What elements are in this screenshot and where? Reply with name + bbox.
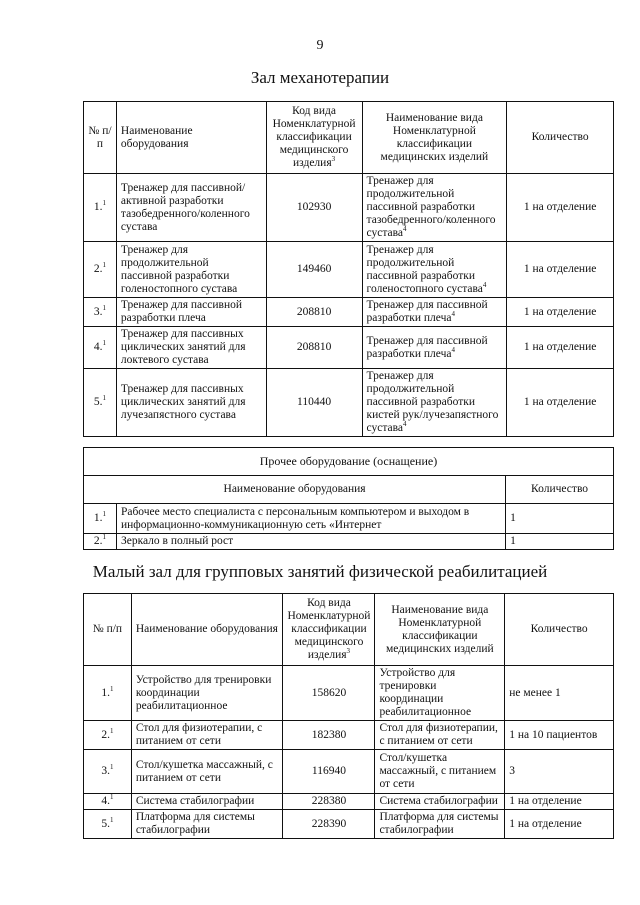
row-qty: 1 на отделение [507,327,614,369]
table-header-row [84,102,614,174]
row-kind [362,327,507,369]
row-code: 158620 [283,666,375,721]
row-kind [362,174,507,242]
row-qty: 1 [506,504,614,534]
header-code-footnote: 3 [346,647,351,656]
row-name: Система стабилографии [131,794,283,810]
row-kind-footnote: 4 [451,345,455,354]
row-name: Платформа для системы стабилографии [131,810,283,839]
row-qty: 1 на отделение [507,242,614,298]
row-qty: 1 [506,534,614,550]
header-num: № п/п [84,594,132,666]
table-row [84,504,614,534]
row-num [84,666,132,721]
table-row [84,298,614,327]
row-code: 149460 [266,242,362,298]
row-name: Зеркало в полный рост [116,534,505,550]
row-num-text: 3. [93,305,103,318]
row-qty: 1 на 10 пациентов [505,721,614,750]
row-footnote: 1 [102,510,107,519]
section-title-group-rehab: Малый зал для групповых занятий физической реабилитацией [92,562,548,581]
header-code-footnote: 3 [331,155,336,164]
row-kind-footnote: 4 [403,420,407,429]
table-row [84,666,614,721]
row-footnote: 1 [109,793,114,802]
table-row [84,534,614,550]
row-kind: Платформа для системы стабилографии [375,810,505,839]
row-name: Тренажер для пассивных циклических занятий для лучезапястного сустава [116,369,266,437]
row-num-text: 4. [101,795,110,807]
table-row [84,810,614,839]
row-name: Тренажер для пассивной/активной разработки тазобедренного/коленного сустава [116,174,266,242]
row-num [84,369,117,437]
row-kind-text: Тренажер для пассивной разработки плеча [366,299,488,324]
row-footnote: 1 [102,394,107,403]
page-number: 9 [316,38,324,53]
row-qty: 1 на отделение [505,794,614,810]
other-title-row [84,448,614,476]
table-row [84,721,614,750]
row-num-text: 1. [101,686,110,699]
row-num [84,794,132,810]
header-kind: Наименование вида Номенклатурной классификации медицинских изделий [375,594,505,666]
row-kind: Стол для физиотерапии, с питанием от сети [375,721,505,750]
table-row [84,794,614,810]
row-name: Рабочее место специалиста с персональным компьютером и выходом в информационно-коммуникационную сеть «Интернет [116,504,505,534]
row-kind: Система стабилографии [375,794,505,810]
header-code [283,594,375,666]
row-kind: Устройство для тренировки координации реабилитационное [375,666,505,721]
row-num [84,504,117,534]
row-footnote: 1 [102,339,107,348]
row-qty: 1 на отделение [507,174,614,242]
row-footnote: 1 [109,726,114,735]
row-footnote: 1 [102,533,107,542]
row-num-text: 5. [101,817,110,830]
row-name: Стол для физиотерапии, с питанием от сети [131,721,283,750]
section-title-mechanotherapy: Зал механотерапии [250,68,390,87]
row-num [84,327,117,369]
row-num [84,534,117,550]
row-code: 102930 [266,174,362,242]
row-kind-footnote: 4 [482,280,487,289]
row-footnote: 1 [102,261,107,270]
row-footnote: 1 [102,303,107,312]
table-header-row [84,476,614,504]
header-name: Наименование оборудования [84,476,506,504]
row-code: 228390 [283,810,375,839]
row-name: Тренажер для продолжительной пассивной разработки голеностопного сустава [116,242,266,298]
mechanotherapy-table [83,101,614,437]
row-num [84,174,117,242]
row-kind-text: Тренажер для продолжительной пассивной разработки голеностопного сустава [366,243,483,295]
table-row [84,174,614,242]
row-kind [362,298,507,327]
row-qty: 1 на отделение [507,298,614,327]
group-rehab-table [83,593,614,839]
row-qty: 1 на отделение [505,810,614,839]
row-footnote: 1 [102,199,107,208]
header-name: Наименование оборудования [131,594,283,666]
row-qty: 3 [505,750,614,794]
row-footnote: 1 [109,815,114,824]
row-num-text: 2. [93,263,103,275]
table-row [84,242,614,298]
row-code: 208810 [266,298,362,327]
row-kind: Стол/кушетка массажный, с питанием от сети [375,750,505,794]
row-num-text: 5. [93,396,103,408]
header-qty: Количество [507,102,614,174]
row-num-text: 1. [93,512,103,524]
row-code: 110440 [266,369,362,437]
row-code: 116940 [283,750,375,794]
table-row [84,369,614,437]
row-num [84,721,132,750]
table-row [84,327,614,369]
table-header-row [84,594,614,666]
row-num [84,242,117,298]
row-name: Устройство для тренировки координации реабилитационное [131,666,283,721]
row-num [84,750,132,794]
row-kind-text: Тренажер для пассивной разработки плеча [366,334,488,360]
header-qty: Количество [506,476,614,504]
row-num-text: 2. [93,535,103,547]
table-row [84,750,614,794]
row-num [84,810,132,839]
row-kind [362,369,507,437]
other-equipment-table [83,447,614,550]
other-title: Прочее оборудование (оснащение) [84,448,614,476]
row-kind-text: Тренажер для продолжительной пассивной разработки кистей рук/лучезапястного сустава [366,370,499,434]
row-footnote: 1 [109,763,114,772]
row-code: 208810 [266,327,362,369]
header-code-text: Код вида Номенклатурной классификации медицинского изделия [287,597,371,661]
row-num-text: 4. [93,341,103,353]
row-name: Стол/кушетка массажный, с питанием от сети [131,750,283,794]
row-kind-text: Тренажер для продолжительной пассивной разработки тазобедренного/коленного сустава [366,175,496,239]
row-name: Тренажер для пассивной разработки плеча [116,298,266,327]
header-code [266,102,362,174]
header-num: № п/п [84,102,117,174]
row-qty: 1 на отделение [507,369,614,437]
header-code-text: Код вида Номенклатурной классификации медицинского изделия [272,105,356,169]
row-qty: не менее 1 [505,666,614,721]
row-num-text: 3. [101,765,110,777]
row-num [84,298,117,327]
header-qty: Количество [505,594,614,666]
row-code: 182380 [283,721,375,750]
header-name: Наименование оборудования [116,102,266,174]
row-num-text: 2. [101,728,110,741]
row-kind [362,242,507,298]
header-kind: Наименование вида Номенклатурной классификации медицинских изделий [362,102,507,174]
row-kind-footnote: 4 [451,310,455,319]
row-footnote: 1 [109,684,114,693]
row-name: Тренажер для пассивных циклических занятий для локтевого сустава [116,327,266,369]
row-num-text: 1. [93,201,103,213]
row-kind-footnote: 4 [403,225,407,234]
row-code: 228380 [283,794,375,810]
